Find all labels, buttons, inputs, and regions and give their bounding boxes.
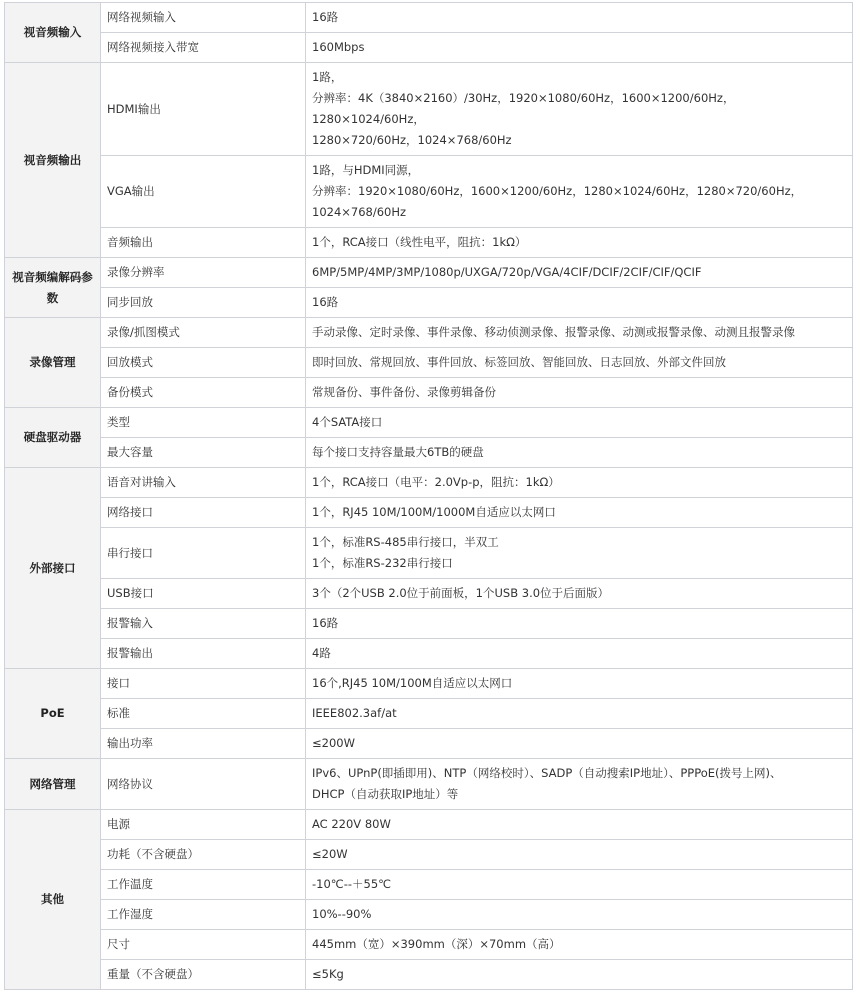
- spec-value-line: 160Mbps: [312, 40, 365, 54]
- spec-label: 尺寸: [101, 930, 306, 960]
- spec-value-line: 分辨率：1920×1080/60Hz，1600×1200/60Hz，1280×1024/60Hz，1280×720/60Hz，: [312, 184, 803, 198]
- spec-value-line: IPv6、UPnP(即插即用)、NTP（网络校时）、SADP（自动搜索IP地址）、PPPoE(拨号上网)、: [312, 766, 782, 780]
- spec-value-line: 16个,RJ45 10M/100M自适应以太网口: [312, 676, 513, 690]
- category-cell: PoE: [5, 669, 101, 759]
- spec-value-line: 常规备份、事件备份、录像剪辑备份: [312, 385, 496, 399]
- category-cell: 录像管理: [5, 318, 101, 408]
- spec-label: 最大容量: [101, 438, 306, 468]
- spec-label: 网络视频接入带宽: [101, 33, 306, 63]
- spec-label: 录像分辨率: [101, 258, 306, 288]
- spec-value-line: 即时回放、常规回放、事件回放、标签回放、智能回放、日志回放、外部文件回放: [312, 355, 726, 369]
- spec-value-line: 6MP/5MP/4MP/3MP/1080p/UXGA/720p/VGA/4CIF/DCIF/2CIF/CIF/QCIF: [312, 265, 702, 279]
- spec-value-line: 1个，标准RS-232串行接口: [312, 556, 453, 570]
- spec-value: [306, 699, 853, 729]
- spec-label: 报警输入: [101, 609, 306, 639]
- spec-row: [5, 759, 853, 810]
- spec-value: [306, 579, 853, 609]
- spec-label: 回放模式: [101, 348, 306, 378]
- spec-label: 录像/抓图模式: [101, 318, 306, 348]
- spec-value-line: 手动录像、定时录像、事件录像、移动侦测录像、报警录像、动测或报警录像、动测且报警录像: [312, 325, 795, 339]
- spec-label: 报警输出: [101, 639, 306, 669]
- spec-value: [306, 528, 853, 579]
- spec-value-line: 3个（2个USB 2.0位于前面板，1个USB 3.0位于后面版）: [312, 586, 610, 600]
- spec-value: [306, 609, 853, 639]
- spec-value: [306, 438, 853, 468]
- spec-value-line: 16路: [312, 616, 339, 630]
- spec-value: [306, 840, 853, 870]
- spec-value: [306, 960, 853, 990]
- spec-value-line: 445mm（宽）×390mm（深）×70mm（高）: [312, 937, 561, 951]
- spec-label: 类型: [101, 408, 306, 438]
- spec-row: [5, 3, 853, 33]
- spec-value-line: 4个SATA接口: [312, 415, 383, 429]
- spec-label: 输出功率: [101, 729, 306, 759]
- spec-value-line: 4路: [312, 646, 331, 660]
- spec-label: 网络视频输入: [101, 3, 306, 33]
- spec-label: 电源: [101, 810, 306, 840]
- category-cell: 外部接口: [5, 468, 101, 669]
- spec-row: [5, 810, 853, 840]
- category-cell: 其他: [5, 810, 101, 990]
- spec-value: [306, 258, 853, 288]
- spec-label: 接口: [101, 669, 306, 699]
- spec-value-line: 1个，标准RS-485串行接口，半双工: [312, 535, 499, 549]
- spec-row: [5, 900, 853, 930]
- spec-value: [306, 378, 853, 408]
- spec-row: [5, 318, 853, 348]
- spec-label: 重量（不含硬盘）: [101, 960, 306, 990]
- spec-value-line: ≤200W: [312, 736, 355, 750]
- spec-row: [5, 378, 853, 408]
- spec-label: VGA输出: [101, 156, 306, 228]
- spec-value-line: 1024×768/60Hz: [312, 205, 407, 219]
- category-cell: 视音频输入: [5, 3, 101, 63]
- spec-value: [306, 228, 853, 258]
- spec-value-line: 分辨率：4K（3840×2160）/30Hz，1920×1080/60Hz，1600×1200/60Hz，1280×1024/60Hz，: [312, 91, 735, 126]
- spec-value: [306, 156, 853, 228]
- spec-value-line: 16路: [312, 10, 339, 24]
- spec-label: 工作温度: [101, 870, 306, 900]
- spec-value: [306, 3, 853, 33]
- category-cell: 视音频输出: [5, 63, 101, 258]
- spec-value-line: ≤20W: [312, 847, 348, 861]
- spec-table-body: [5, 3, 853, 990]
- spec-label: 备份模式: [101, 378, 306, 408]
- spec-row: [5, 639, 853, 669]
- spec-value-line: 1路，: [312, 70, 343, 84]
- spec-row: [5, 579, 853, 609]
- spec-row: [5, 468, 853, 498]
- spec-label: 功耗（不含硬盘）: [101, 840, 306, 870]
- spec-label: 同步回放: [101, 288, 306, 318]
- spec-row: [5, 870, 853, 900]
- spec-row: [5, 63, 853, 156]
- spec-row: [5, 438, 853, 468]
- category-cell: 网络管理: [5, 759, 101, 810]
- spec-value-line: ≤5Kg: [312, 967, 344, 981]
- category-cell: 视音频编解码参数: [5, 258, 101, 318]
- spec-value-line: AC 220V 80W: [312, 817, 391, 831]
- spec-label: 网络协议: [101, 759, 306, 810]
- spec-row: [5, 930, 853, 960]
- spec-label: 标准: [101, 699, 306, 729]
- spec-value-line: DHCP（自动获取IP地址）等: [312, 787, 459, 801]
- spec-label: 工作湿度: [101, 900, 306, 930]
- spec-value-line: -10℃--＋55℃: [312, 877, 392, 891]
- spec-value: [306, 33, 853, 63]
- spec-value: [306, 729, 853, 759]
- spec-value: [306, 63, 853, 156]
- spec-value-line: 1个，RCA接口（线性电平，阻抗：1kΩ）: [312, 235, 527, 249]
- spec-value: [306, 930, 853, 960]
- spec-value: [306, 900, 853, 930]
- category-cell: 硬盘驱动器: [5, 408, 101, 468]
- spec-row: [5, 156, 853, 228]
- spec-row: [5, 498, 853, 528]
- spec-value-line: IEEE802.3af/at: [312, 706, 397, 720]
- spec-label: 音频输出: [101, 228, 306, 258]
- spec-value: [306, 669, 853, 699]
- spec-row: [5, 258, 853, 288]
- spec-label: 串行接口: [101, 528, 306, 579]
- spec-value-line: 1路，与HDMI同源，: [312, 163, 420, 177]
- spec-row: [5, 33, 853, 63]
- spec-row: [5, 408, 853, 438]
- spec-row: [5, 840, 853, 870]
- spec-value: [306, 759, 853, 810]
- spec-value: [306, 870, 853, 900]
- spec-value: [306, 288, 853, 318]
- spec-value: [306, 468, 853, 498]
- spec-row: [5, 960, 853, 990]
- spec-row: [5, 528, 853, 579]
- spec-value: [306, 348, 853, 378]
- spec-value: [306, 639, 853, 669]
- spec-value-line: 1个，RJ45 10M/100M/1000M自适应以太网口: [312, 505, 556, 519]
- spec-row: [5, 348, 853, 378]
- spec-row: [5, 669, 853, 699]
- spec-row: [5, 699, 853, 729]
- spec-row: [5, 729, 853, 759]
- spec-label: USB接口: [101, 579, 306, 609]
- spec-value: [306, 318, 853, 348]
- spec-value-line: 10%--90%: [312, 907, 372, 921]
- spec-value: [306, 810, 853, 840]
- spec-label: 语音对讲输入: [101, 468, 306, 498]
- spec-row: [5, 228, 853, 258]
- spec-row: [5, 609, 853, 639]
- spec-value-line: 16路: [312, 295, 339, 309]
- spec-value-line: 每个接口支持容量最大6TB的硬盘: [312, 445, 484, 459]
- spec-label: 网络接口: [101, 498, 306, 528]
- spec-value-line: 1个，RCA接口（电平：2.0Vp-p，阻抗：1kΩ）: [312, 475, 560, 489]
- spec-value: [306, 498, 853, 528]
- spec-label: HDMI输出: [101, 63, 306, 156]
- spec-row: [5, 288, 853, 318]
- spec-value: [306, 408, 853, 438]
- spec-value-line: 1280×720/60Hz，1024×768/60Hz: [312, 133, 512, 147]
- spec-table: [4, 2, 853, 990]
